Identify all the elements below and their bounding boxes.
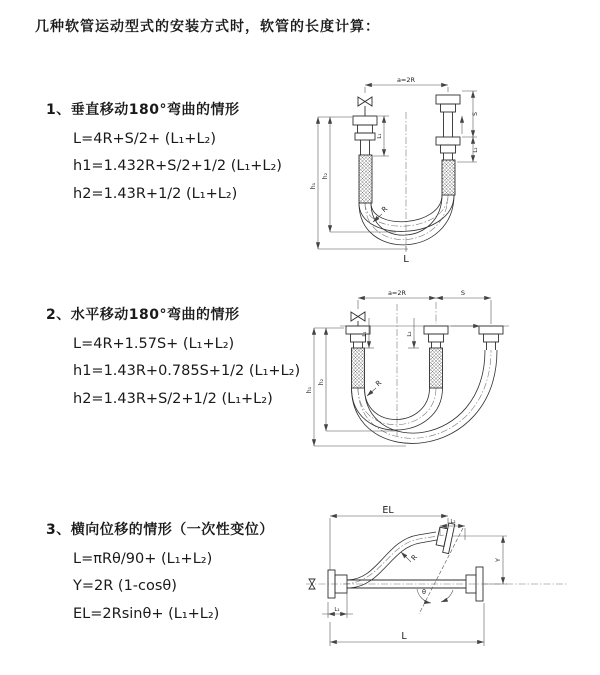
formula-l: L=πRθ/90+ (L₁+L₂): [73, 550, 213, 567]
diagram-vertical-180-bend: [296, 70, 596, 272]
dim-label-l2: L₂: [450, 519, 456, 525]
formula-l: L=4R+S/2+ (L₁+L₂): [73, 130, 216, 147]
formula-h2: h2=1.43R+1/2 (L₁+L₂): [73, 185, 238, 202]
braided-hose-section: [352, 348, 365, 388]
formula-y: Y=2R (1-cosθ): [73, 578, 177, 594]
formula-h1: h1=1.432R+S/2+1/2 (L₁+L₂): [73, 158, 282, 174]
dim-label-h1: h₁: [310, 182, 317, 190]
dim-label-a2r: a=2R: [396, 76, 416, 84]
section-2: [46, 304, 311, 407]
section-2-heading: 2、水平移动180°弯曲的情形: [46, 307, 240, 323]
dim-label-h2: h₂: [322, 172, 329, 180]
hose-body: [309, 521, 483, 614]
dimensions: [306, 289, 491, 446]
diagram-horizontal-180-bend: [296, 284, 596, 472]
valve-icon: [351, 312, 365, 321]
dim-label-r: R: [409, 553, 420, 563]
section-3-heading: 3、横向位移的情形（一次性变位）: [46, 522, 274, 538]
dim-label-h1: h₁: [306, 386, 313, 394]
section-1-heading: 1、垂直移动180°弯曲的情形: [46, 102, 240, 118]
dim-label-l1: L₁: [334, 607, 340, 613]
dim-label-a2r: a=2R: [387, 289, 407, 297]
braided-hose-section: [442, 160, 455, 195]
formula-h2: h2=1.43R+S/2+1/2 (L₁+L₂): [73, 390, 273, 407]
dim-label-y: Y: [494, 558, 502, 562]
dim-label-l2: L₂: [407, 331, 413, 337]
hose-body: [353, 95, 460, 245]
dim-label-h2: h₂: [318, 378, 325, 386]
dim-label-s: S: [460, 289, 466, 297]
section-3: [46, 519, 311, 622]
dim-label-theta: θ: [422, 588, 426, 596]
centerlines: [358, 302, 491, 438]
page-title: 几种软管运动型式的安装方式时，软管的长度计算：: [35, 19, 380, 35]
dim-label-l1: L₁: [377, 133, 383, 139]
dim-label-r: R: [380, 204, 390, 215]
diagram-lateral-displacement: [298, 490, 598, 666]
dim-label-l1: L₁: [362, 331, 368, 337]
dimensions: [322, 505, 507, 646]
dim-label-r: R: [374, 378, 384, 389]
dim-label-el: EL: [382, 505, 394, 516]
centerlines: [365, 112, 448, 250]
braided-hose-section: [430, 348, 443, 388]
braided-hose-section: [359, 155, 372, 203]
section-1: [46, 99, 311, 202]
valve-icon: [358, 97, 372, 106]
diagram-3-drawing: [298, 490, 598, 662]
dim-label-l-total: L: [403, 254, 409, 265]
diagram-2-drawing: [296, 284, 596, 468]
dim-label-l-total: L: [401, 631, 407, 642]
dim-label-s: S: [472, 112, 479, 116]
formula-l: L=4R+1.57S+ (L₁+L₂): [73, 335, 235, 352]
dim-label-l2: L₂: [473, 147, 479, 153]
formula-h1: h1=1.43R+0.785S+1/2 (L₁+L₂): [73, 363, 301, 379]
formula-el: EL=2Rsinθ+ (L₁+L₂): [73, 605, 220, 622]
diagram-1-drawing: [296, 70, 596, 268]
